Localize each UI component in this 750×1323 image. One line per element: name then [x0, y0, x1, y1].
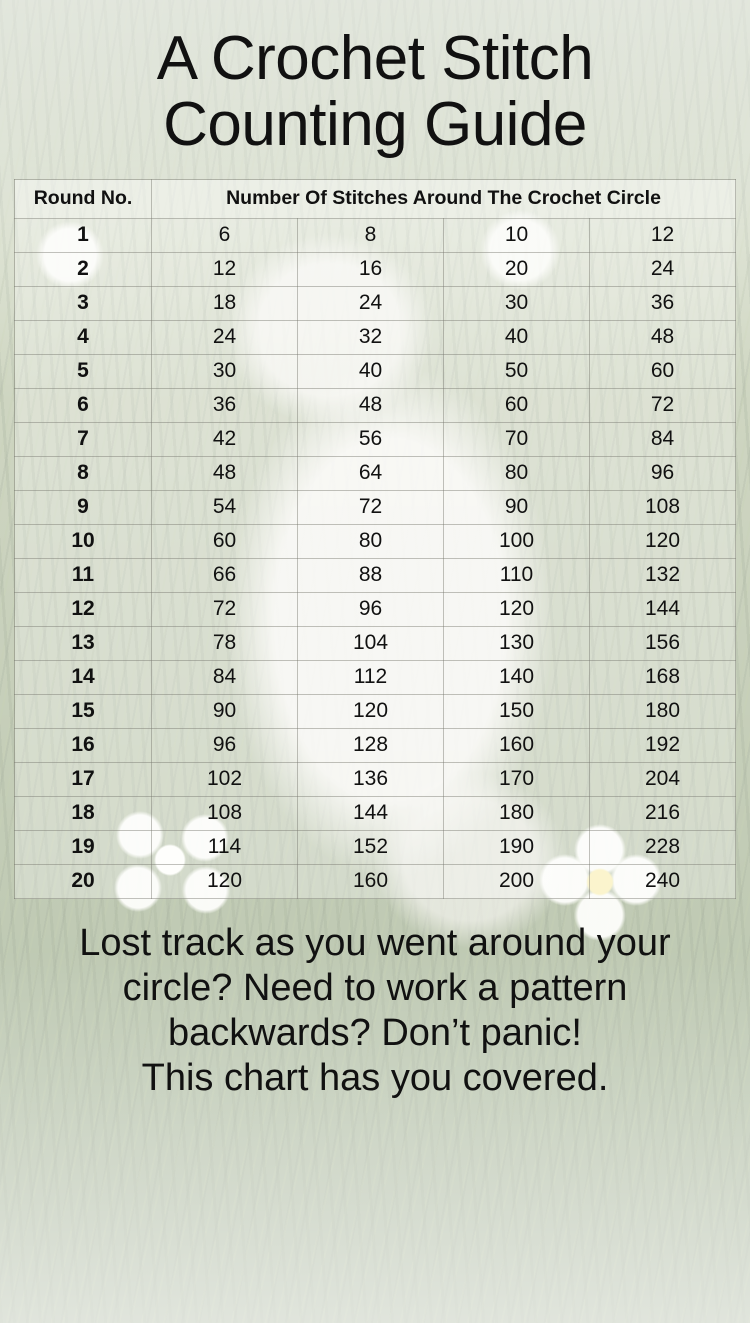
- stitch-count-cell: 144: [298, 797, 444, 831]
- round-number-cell: 17: [15, 763, 152, 797]
- stitch-count-cell: 24: [152, 321, 298, 355]
- round-number-cell: 19: [15, 831, 152, 865]
- table-row: [15, 253, 736, 287]
- table-row: [15, 355, 736, 389]
- table-row: [15, 695, 736, 729]
- stitch-count-cell: 136: [298, 763, 444, 797]
- round-number-cell: 7: [15, 423, 152, 457]
- stitch-count-cell: 78: [152, 627, 298, 661]
- column-header-stitches: Number Of Stitches Around The Crochet Circle: [152, 180, 736, 219]
- stitch-count-cell: 12: [152, 253, 298, 287]
- round-number-cell: 15: [15, 695, 152, 729]
- stitch-count-cell: 60: [590, 355, 736, 389]
- round-number-cell: 12: [15, 593, 152, 627]
- stitch-chart: [14, 179, 736, 899]
- stitch-count-cell: 16: [298, 253, 444, 287]
- table-row: [15, 389, 736, 423]
- stitch-count-cell: 168: [590, 661, 736, 695]
- table-row: [15, 661, 736, 695]
- stitch-count-cell: 150: [444, 695, 590, 729]
- stitch-count-cell: 64: [298, 457, 444, 491]
- stitch-count-cell: 240: [590, 865, 736, 899]
- table-row: [15, 525, 736, 559]
- stitch-count-cell: 50: [444, 355, 590, 389]
- round-number-cell: 14: [15, 661, 152, 695]
- stitch-count-cell: 20: [444, 253, 590, 287]
- stitch-count-cell: 110: [444, 559, 590, 593]
- stitch-count-cell: 152: [298, 831, 444, 865]
- round-number-cell: 4: [15, 321, 152, 355]
- round-number-cell: 3: [15, 287, 152, 321]
- table-row: [15, 729, 736, 763]
- round-number-cell: 16: [15, 729, 152, 763]
- round-number-cell: 1: [15, 219, 152, 253]
- stitch-count-cell: 104: [298, 627, 444, 661]
- stitch-count-cell: 42: [152, 423, 298, 457]
- stitch-count-cell: 54: [152, 491, 298, 525]
- stitch-count-cell: 72: [590, 389, 736, 423]
- round-number-cell: 13: [15, 627, 152, 661]
- stitch-count-cell: 70: [444, 423, 590, 457]
- table-row: [15, 627, 736, 661]
- round-number-cell: 20: [15, 865, 152, 899]
- stitch-count-cell: 90: [444, 491, 590, 525]
- stitch-count-cell: 204: [590, 763, 736, 797]
- round-number-cell: 5: [15, 355, 152, 389]
- stitch-count-cell: 96: [590, 457, 736, 491]
- footer-caption: [0, 899, 750, 1118]
- stitch-count-cell: 60: [152, 525, 298, 559]
- stitch-count-cell: 112: [298, 661, 444, 695]
- table-row: [15, 321, 736, 355]
- stitch-count-cell: 24: [298, 287, 444, 321]
- stitch-count-cell: 6: [152, 219, 298, 253]
- stitch-count-cell: 192: [590, 729, 736, 763]
- table-body: [15, 219, 736, 899]
- table-row: [15, 423, 736, 457]
- stitch-count-cell: 30: [152, 355, 298, 389]
- stitch-count-cell: 108: [152, 797, 298, 831]
- round-number-cell: 9: [15, 491, 152, 525]
- stitch-count-cell: 120: [152, 865, 298, 899]
- stitch-count-cell: 36: [152, 389, 298, 423]
- stitch-count-cell: 132: [590, 559, 736, 593]
- column-header-round: Round No.: [15, 180, 152, 219]
- table-row: [15, 457, 736, 491]
- stitch-count-cell: 130: [444, 627, 590, 661]
- stitch-count-cell: 88: [298, 559, 444, 593]
- stitch-count-cell: 84: [152, 661, 298, 695]
- stitch-count-cell: 36: [590, 287, 736, 321]
- page-title: [0, 0, 750, 167]
- footer-line-4: This chart has you covered.: [141, 1056, 609, 1099]
- table-row: [15, 593, 736, 627]
- table-row: [15, 559, 736, 593]
- footer-line-1: Lost track as you went around your: [79, 922, 671, 965]
- footer-line-2: circle? Need to work a pattern: [122, 967, 628, 1010]
- stitch-count-cell: 120: [444, 593, 590, 627]
- stitch-count-cell: 60: [444, 389, 590, 423]
- stitch-count-cell: 144: [590, 593, 736, 627]
- stitch-count-cell: 140: [444, 661, 590, 695]
- stitch-count-cell: 48: [590, 321, 736, 355]
- table-head: [15, 180, 736, 219]
- stitch-count-cell: 48: [298, 389, 444, 423]
- table-row: [15, 831, 736, 865]
- stitch-count-cell: 18: [152, 287, 298, 321]
- stitch-count-cell: 96: [152, 729, 298, 763]
- stitch-count-cell: 32: [298, 321, 444, 355]
- round-number-cell: 8: [15, 457, 152, 491]
- stitch-count-cell: 84: [590, 423, 736, 457]
- stitch-count-cell: 40: [444, 321, 590, 355]
- stitch-count-cell: 228: [590, 831, 736, 865]
- stitch-count-cell: 80: [444, 457, 590, 491]
- stitch-count-cell: 120: [298, 695, 444, 729]
- title-line-1: A Crochet Stitch: [156, 24, 594, 93]
- stitch-count-cell: 160: [444, 729, 590, 763]
- stitch-count-cell: 66: [152, 559, 298, 593]
- title-line-2: Counting Guide: [163, 89, 587, 159]
- stitch-count-cell: 96: [298, 593, 444, 627]
- stitch-count-cell: 160: [298, 865, 444, 899]
- table-row: [15, 865, 736, 899]
- stitch-count-cell: 114: [152, 831, 298, 865]
- stitch-count-cell: 190: [444, 831, 590, 865]
- stitch-count-cell: 40: [298, 355, 444, 389]
- round-number-cell: 2: [15, 253, 152, 287]
- stitch-count-cell: 108: [590, 491, 736, 525]
- round-number-cell: 10: [15, 525, 152, 559]
- stitch-count-cell: 30: [444, 287, 590, 321]
- round-number-cell: 6: [15, 389, 152, 423]
- stitch-count-cell: 200: [444, 865, 590, 899]
- stitch-count-cell: 120: [590, 525, 736, 559]
- stitch-count-cell: 10: [444, 219, 590, 253]
- stitch-count-cell: 180: [590, 695, 736, 729]
- stitch-count-cell: 102: [152, 763, 298, 797]
- table-header-row: [15, 180, 736, 219]
- stitch-count-cell: 72: [298, 491, 444, 525]
- stitch-count-cell: 170: [444, 763, 590, 797]
- stitch-count-cell: 24: [590, 253, 736, 287]
- stitch-count-cell: 90: [152, 695, 298, 729]
- table-row: [15, 797, 736, 831]
- stitch-chart-table: [14, 179, 736, 899]
- stitch-count-cell: 180: [444, 797, 590, 831]
- table-row: [15, 219, 736, 253]
- stitch-count-cell: 100: [444, 525, 590, 559]
- stitch-count-cell: 156: [590, 627, 736, 661]
- round-number-cell: 11: [15, 559, 152, 593]
- stitch-count-cell: 80: [298, 525, 444, 559]
- stitch-count-cell: 48: [152, 457, 298, 491]
- table-row: [15, 491, 736, 525]
- stitch-count-cell: 72: [152, 593, 298, 627]
- stitch-count-cell: 216: [590, 797, 736, 831]
- stitch-count-cell: 56: [298, 423, 444, 457]
- table-row: [15, 287, 736, 321]
- stitch-count-cell: 128: [298, 729, 444, 763]
- table-row: [15, 763, 736, 797]
- footer-line-3: backwards? Don’t panic!: [168, 1012, 582, 1055]
- stitch-count-cell: 12: [590, 219, 736, 253]
- stitch-count-cell: 8: [298, 219, 444, 253]
- round-number-cell: 18: [15, 797, 152, 831]
